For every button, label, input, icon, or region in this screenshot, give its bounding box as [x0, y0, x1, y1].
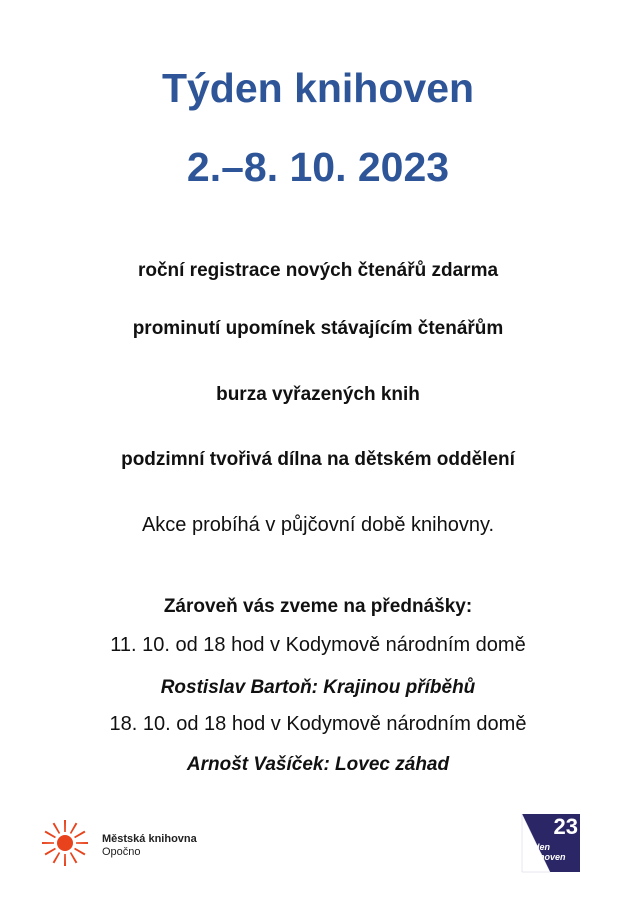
library-name: Městská knihovna	[102, 833, 197, 845]
badge-line: knihoven	[526, 852, 566, 862]
library-city: Opočno	[102, 846, 141, 858]
badge-number: 23	[553, 814, 578, 839]
sun-icon	[40, 818, 90, 868]
badge-line: týden	[526, 842, 551, 852]
offer-item: burza vyřazených knih	[216, 384, 420, 405]
library-logo	[40, 818, 220, 868]
lecture-when: 18. 10. od 18 hod v Kodymově národním domě	[109, 713, 527, 735]
offer-item: podzimní tvořivá dílna na dětském oddělení	[121, 449, 515, 470]
page-title: Týden knihoven	[161, 65, 475, 111]
lecture-title: Rostislav Bartoň: Krajinou příběhů	[160, 677, 476, 698]
week-of-libraries-badge	[516, 812, 582, 874]
library-logo-text	[102, 833, 197, 859]
offer-item: roční registrace nových čtenářů zdarma	[137, 260, 499, 281]
opening-note: Akce probíhá v půjčovní době knihovny.	[141, 514, 495, 536]
lecture-title: Arnošt Vašíček: Lovec záhad	[186, 754, 450, 775]
offer-item: prominutí upomínek stávajícím čtenářům	[132, 318, 504, 339]
lecture-when: 11. 10. od 18 hod v Kodymově národním domě	[110, 634, 526, 656]
lectures-invite: Zároveň vás zveme na přednášky:	[163, 596, 473, 617]
badge-text	[526, 842, 566, 862]
event-dates: 2.–8. 10. 2023	[186, 144, 450, 190]
